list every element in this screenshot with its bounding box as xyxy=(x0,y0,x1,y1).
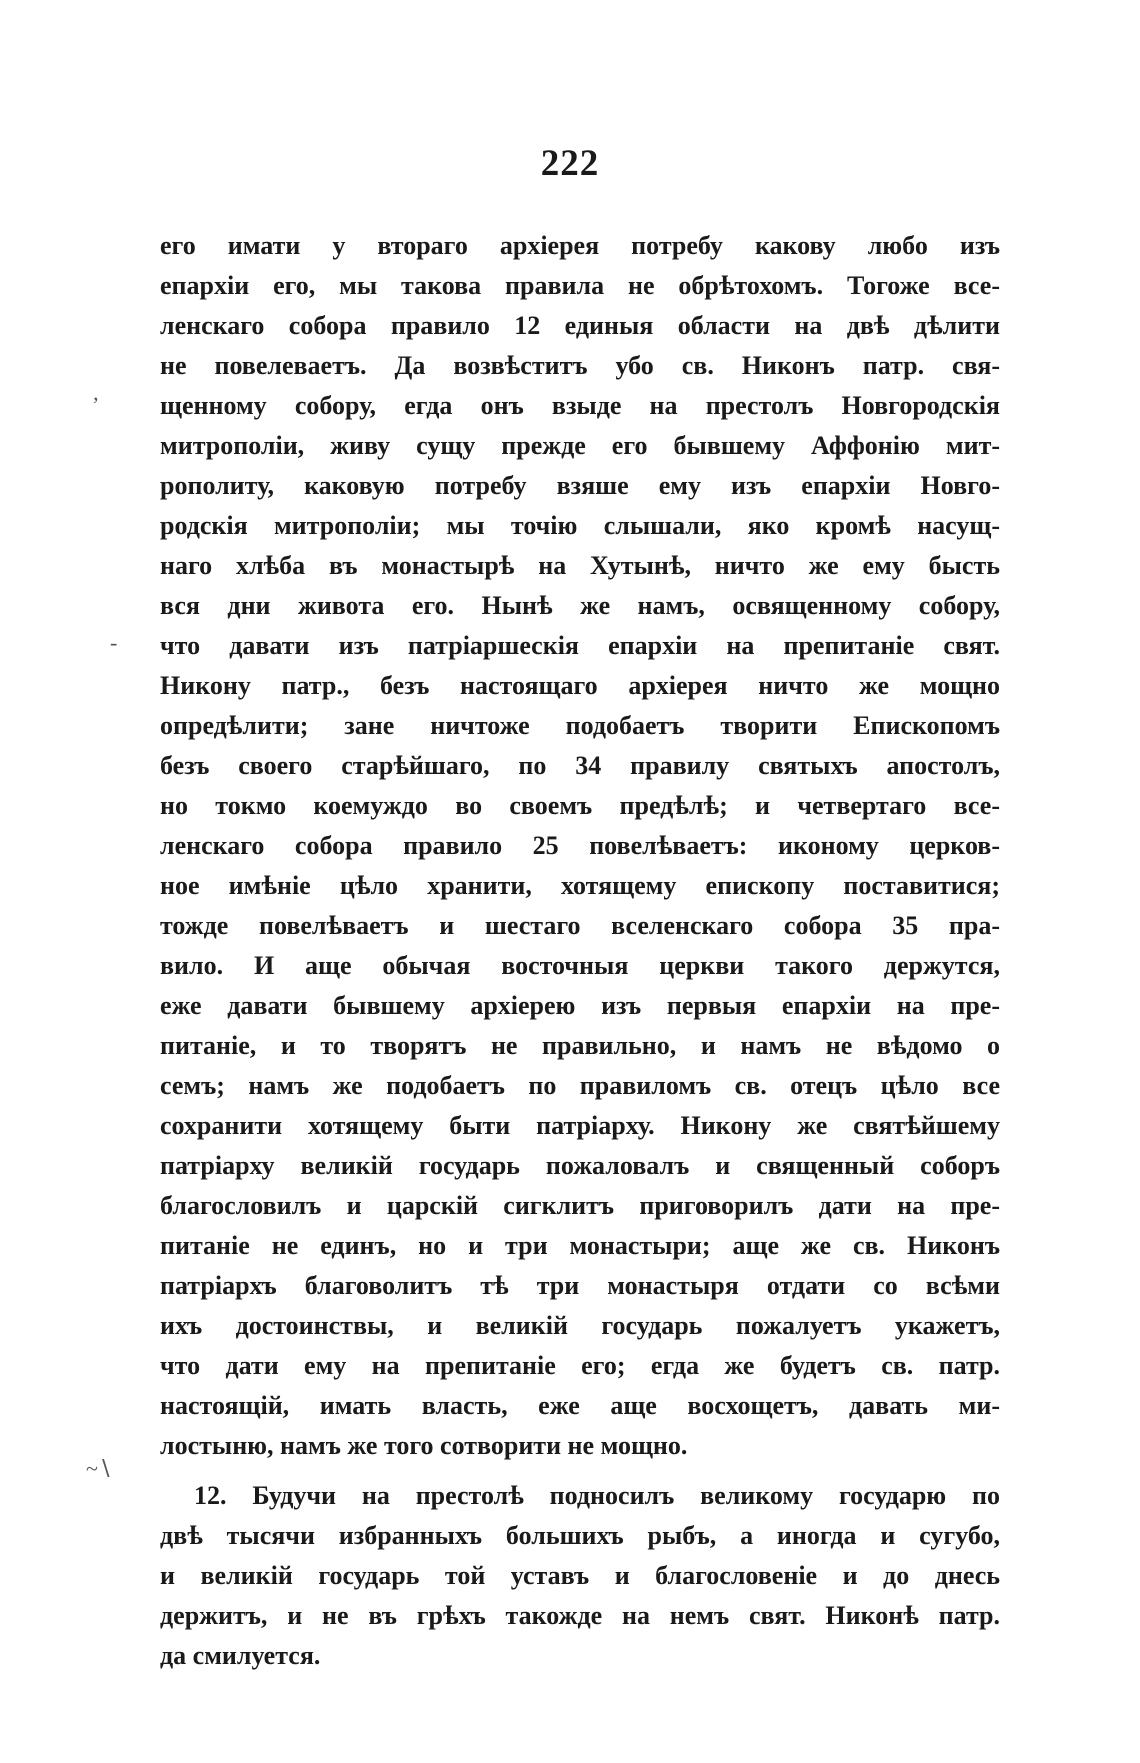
text-line: что дати ему на препитаніе его; егда же будетъ св. патр. xyxy=(160,1351,1000,1380)
text-line: патріархъ благоволитъ тѣ три монастыря отдати со всѣми xyxy=(160,1271,1000,1300)
text-line: да смилуется. xyxy=(160,1641,321,1670)
text-line: Никону патр., безъ настоящаго архіерея ничто же мощно xyxy=(160,671,1000,700)
text-line: сохранити хотящему быти патріарху. Никону же святѣйшему xyxy=(160,1111,1000,1140)
text-line: но токмо коемуждо во своемъ предѣлѣ; и четвертаго все- xyxy=(160,791,1000,820)
paragraph-gap xyxy=(160,1466,1000,1476)
text-line: семъ; намъ же подобаетъ по правиломъ св. отецъ цѣло все xyxy=(160,1071,1000,1100)
text-line: вся дни живота его. Нынѣ же намъ, освященному собору, xyxy=(160,591,1000,620)
text-line: лостыню, намъ же того сотворити не мощно. xyxy=(160,1431,688,1460)
margin-dash-mark: - xyxy=(110,630,118,655)
text-line: митрополіи, живу сущу прежде его бывшему Аффонію мит- xyxy=(160,431,1000,460)
text-line: настоящій, имать власть, еже аще восхощетъ, давать ми- xyxy=(160,1391,1000,1420)
text-line: двѣ тысячи избранныхъ большихъ рыбъ, а иногда и сугубо, xyxy=(160,1521,1000,1550)
text-line: щенному собору, егда онъ взыде на престолъ Новгородскія xyxy=(160,391,1000,420)
text-line: и великій государь той уставъ и благословеніе и до днесь xyxy=(160,1561,1000,1590)
text-line: патріарху великій государь пожаловалъ и священный соборъ xyxy=(160,1151,1000,1180)
paragraph xyxy=(160,226,1000,1466)
text-line: ленскаго собора правило 12 единыя области на двѣ дѣлити xyxy=(160,311,1000,340)
text-line: питаніе, и то творятъ не правильно, и намъ не вѣдомо о xyxy=(160,1031,1000,1060)
text-line: держитъ, и не въ грѣхъ такожде на немъ свят. Никонѣ патр. xyxy=(160,1601,1000,1630)
margin-ink-scribble: ~∖ xyxy=(86,1456,112,1481)
text-line: тожде повелѣваетъ и шестаго вселенскаго собора 35 пра- xyxy=(160,911,1000,940)
text-line: епархіи его, мы такова правила не обрѣтохомъ. Тогоже все- xyxy=(160,271,1000,300)
text-line: ихъ достоинствы, и великій государь пожалуетъ укажетъ, xyxy=(160,1311,1000,1340)
paragraph xyxy=(160,1476,1000,1676)
text-line: еже давати бывшему архіерею изъ первыя епархіи на пре- xyxy=(160,991,1000,1020)
text-line: 12. Будучи на престолѣ подносилъ великому государю по xyxy=(194,1481,1000,1510)
text-line: родскія митрополіи; мы точію слышали, яко кромѣ насущ- xyxy=(160,511,1000,540)
text-line: благословилъ и царскій сигклитъ приговорилъ дати на пре- xyxy=(160,1191,1000,1220)
text-line: ное имѣніе цѣло хранити, хотящему епископу поставитися; xyxy=(160,871,1000,900)
text-body xyxy=(160,226,1000,1676)
text-line: вило. И аще обычая восточныя церкви такого держутся, xyxy=(160,951,1000,980)
text-line: безъ своего старѣйшаго, по 34 правилу святыхъ апостолъ, xyxy=(160,751,1000,780)
text-line: рополиту, каковую потребу взяше ему изъ епархіи Новго- xyxy=(160,471,1000,500)
text-line: наго хлѣба въ монастырѣ на Хутынѣ, ничто же ему бысть xyxy=(160,551,1000,580)
text-line: что давати изъ патріаршескія епархіи на препитаніе свят. xyxy=(160,631,1000,660)
text-line: не повелеваетъ. Да возвѣститъ убо св. Никонъ патр. свя- xyxy=(160,351,1000,380)
text-line: опредѣлити; зане ничтоже подобаетъ творити Епископомъ xyxy=(160,711,1000,740)
text-line: ленскаго собора правило 25 повелѣваетъ: иконому церков- xyxy=(160,831,1000,860)
margin-tick-mark: ’ xyxy=(92,392,100,417)
text-line: его имати у втораго архіерея потребу какову любо изъ xyxy=(160,231,1000,260)
text-line: питаніе не единъ, но и три монастыри; аще же св. Никонъ xyxy=(160,1231,1000,1260)
page-number: 222 xyxy=(540,143,600,184)
